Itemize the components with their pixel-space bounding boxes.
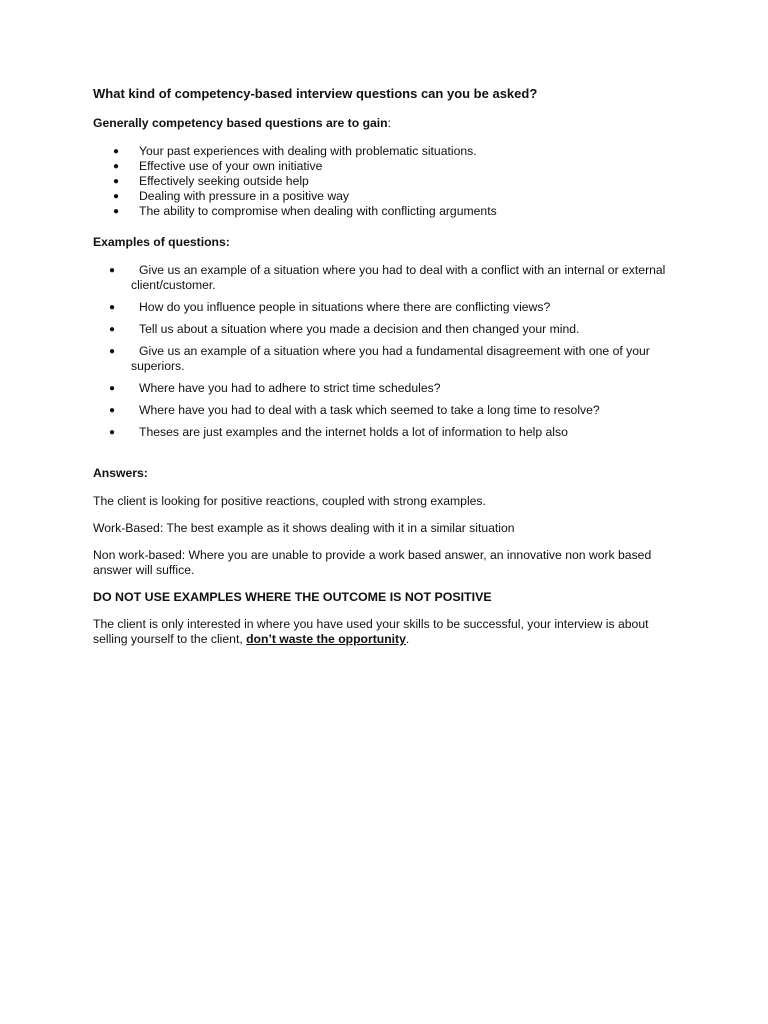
- example-item-text: Give us an example of a situation where you had a fundamental disagreement with one of your superiors.: [131, 344, 650, 373]
- closing-text: The client is only interested in where you have used your skills to be successful, your interview is about selling yourself to the client,: [93, 617, 649, 646]
- bullet-icon: ●: [113, 176, 120, 187]
- document-page: [93, 86, 673, 659]
- list-item: [93, 403, 673, 418]
- list-item: [93, 144, 673, 159]
- list-item: [93, 322, 673, 337]
- work-based-paragraph: Work-Based: The best example as it shows dealing with it in a similar situation: [93, 521, 515, 535]
- gain-item-text: The ability to compromise when dealing with conflicting arguments: [139, 204, 497, 218]
- list-item: [93, 189, 673, 204]
- gain-heading: [93, 116, 673, 131]
- bullet-icon: ●: [113, 161, 120, 172]
- bullet-icon: ●: [109, 302, 116, 313]
- gain-item-text: Effective use of your own initiative: [139, 159, 323, 173]
- warning-heading: DO NOT USE EXAMPLES WHERE THE OUTCOME IS NOT POSITIVE: [93, 590, 492, 604]
- example-item-text: How do you influence people in situations where there are conflicting views?: [139, 300, 551, 314]
- list-item: [93, 204, 673, 219]
- gain-heading-text: Generally competency based questions are to gain: [93, 116, 388, 130]
- closing-emphasis: don’t waste the opportunity: [246, 632, 406, 646]
- examples-list: [93, 263, 673, 440]
- gain-item-text: Dealing with pressure in a positive way: [139, 189, 349, 203]
- list-item: [93, 344, 673, 374]
- example-item-text: Where have you had to deal with a task which seemed to take a long time to resolve?: [139, 403, 600, 417]
- example-item-text: Theses are just examples and the internet holds a lot of information to help also: [139, 425, 568, 439]
- bullet-icon: ●: [113, 146, 120, 157]
- gain-list: [93, 144, 673, 219]
- example-item-text: Tell us about a situation where you made a decision and then changed your mind.: [139, 322, 580, 336]
- closing-end: .: [405, 632, 410, 646]
- bullet-icon: ●: [109, 265, 116, 276]
- answers-intro: The client is looking for positive reactions, coupled with strong examples.: [93, 494, 486, 508]
- bullet-icon: ●: [113, 206, 120, 217]
- gain-heading-colon: :: [387, 116, 392, 130]
- gain-item-text: Your past experiences with dealing with problematic situations.: [139, 144, 477, 158]
- list-item: [93, 300, 673, 315]
- list-item: [93, 174, 673, 189]
- closing-paragraph: [93, 617, 673, 647]
- bullet-icon: ●: [113, 191, 120, 202]
- document-title: What kind of competency-based interview questions can you be asked?: [93, 86, 538, 101]
- bullet-icon: ●: [109, 324, 116, 335]
- answers-heading: Answers:: [93, 466, 148, 480]
- examples-heading: Examples of questions:: [93, 235, 230, 249]
- example-item-text: Give us an example of a situation where you had to deal with a conflict with an internal or external client/customer.: [131, 263, 666, 292]
- bullet-icon: ●: [109, 405, 116, 416]
- list-item: [93, 425, 673, 440]
- bullet-icon: ●: [109, 346, 116, 357]
- non-work-based-paragraph: Non work-based: Where you are unable to provide a work based answer, an innovative non work based answer will suffice.: [93, 548, 652, 577]
- gain-item-text: Effectively seeking outside help: [139, 174, 309, 188]
- bullet-icon: ●: [109, 427, 116, 438]
- list-item: [93, 263, 673, 293]
- list-item: [93, 381, 673, 396]
- example-item-text: Where have you had to adhere to strict time schedules?: [139, 381, 441, 395]
- list-item: [93, 159, 673, 174]
- bullet-icon: ●: [109, 383, 116, 394]
